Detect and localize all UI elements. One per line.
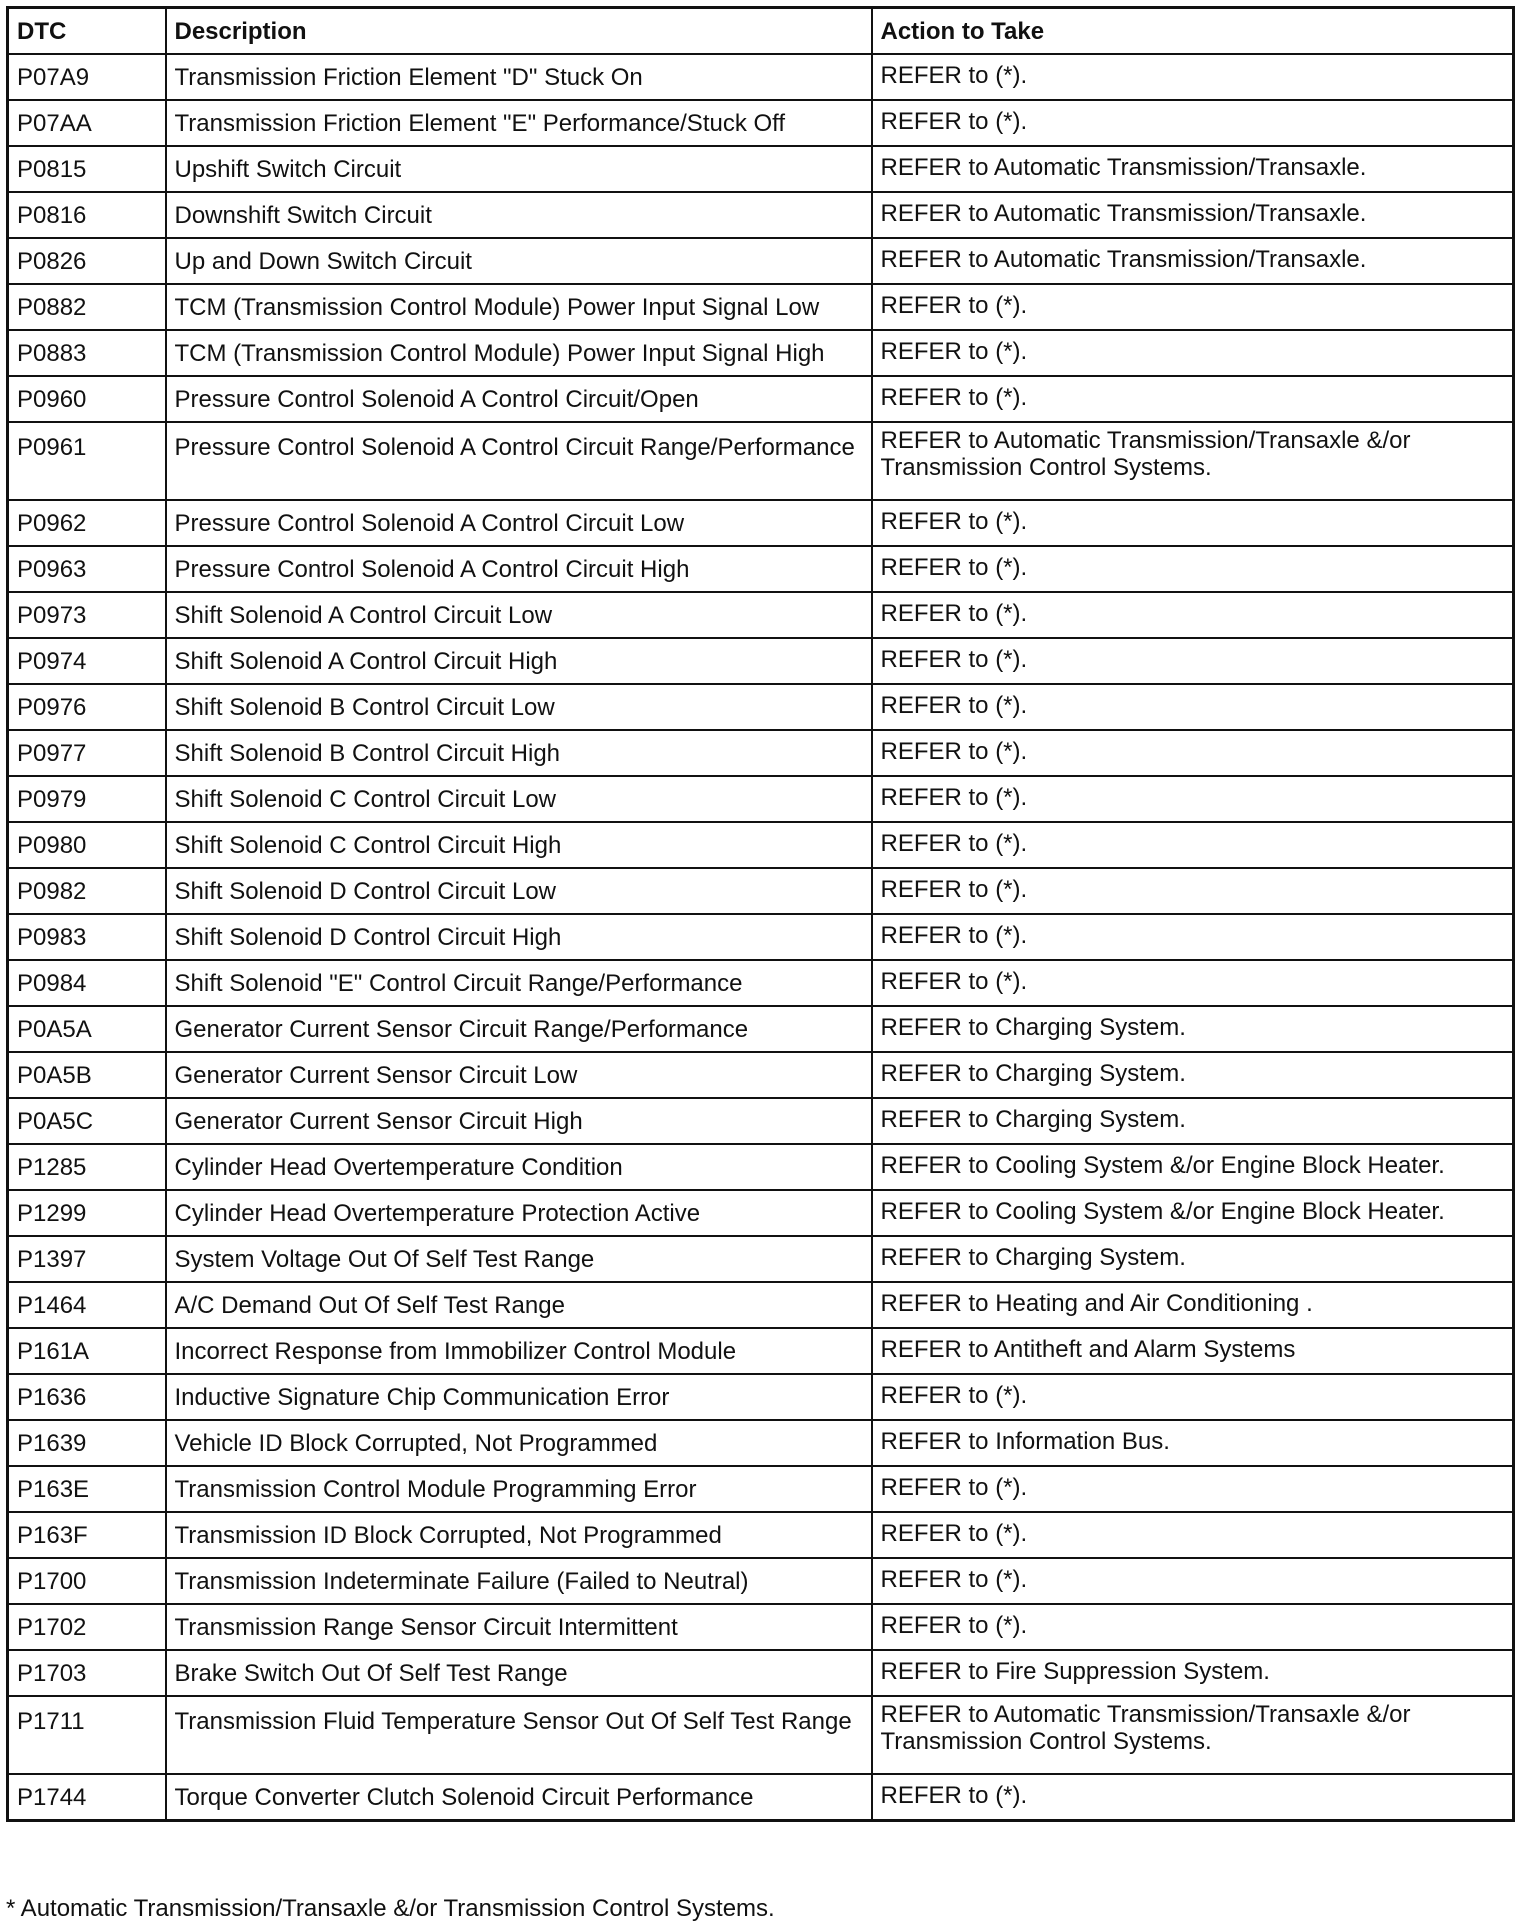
- footnote: * Automatic Transmission/Transaxle &/or Transmission Control Systems.: [6, 1895, 775, 1922]
- table-body: [8, 54, 1514, 1820]
- description-cell: Generator Current Sensor Circuit Low: [166, 1052, 872, 1098]
- dtc-code-cell: P1636: [8, 1374, 166, 1420]
- table-row: [8, 1650, 1514, 1696]
- action-cell: REFER to Charging System.: [872, 1052, 1514, 1098]
- description-cell: Shift Solenoid D Control Circuit Low: [166, 868, 872, 914]
- action-cell: REFER to Automatic Transmission/Transaxle.: [872, 146, 1514, 192]
- description-cell: Pressure Control Solenoid A Control Circuit/Open: [166, 376, 872, 422]
- dtc-code-cell: P161A: [8, 1328, 166, 1374]
- action-cell: REFER to Antitheft and Alarm Systems: [872, 1328, 1514, 1374]
- dtc-code-cell: P1464: [8, 1282, 166, 1328]
- table-row: [8, 54, 1514, 100]
- description-cell: Transmission Indeterminate Failure (Failed to Neutral): [166, 1558, 872, 1604]
- table-row: [8, 1282, 1514, 1328]
- description-cell: Up and Down Switch Circuit: [166, 238, 872, 284]
- description-cell: Upshift Switch Circuit: [166, 146, 872, 192]
- table-row: [8, 822, 1514, 868]
- dtc-code-cell: P0974: [8, 638, 166, 684]
- action-cell: REFER to (*).: [872, 284, 1514, 330]
- action-cell: REFER to Information Bus.: [872, 1420, 1514, 1466]
- action-cell: REFER to (*).: [872, 1558, 1514, 1604]
- table-row: [8, 1604, 1514, 1650]
- dtc-code-cell: P0982: [8, 868, 166, 914]
- action-cell: REFER to (*).: [872, 54, 1514, 100]
- dtc-table: [6, 6, 1515, 1822]
- action-cell: REFER to (*).: [872, 1512, 1514, 1558]
- action-cell: REFER to (*).: [872, 730, 1514, 776]
- action-cell: REFER to Charging System.: [872, 1236, 1514, 1282]
- table-row: [8, 330, 1514, 376]
- description-cell: Transmission Friction Element "E" Performance/Stuck Off: [166, 100, 872, 146]
- column-header-dtc: DTC: [8, 8, 166, 55]
- description-cell: Torque Converter Clutch Solenoid Circuit Performance: [166, 1774, 872, 1820]
- description-cell: Shift Solenoid "E" Control Circuit Range/Performance: [166, 960, 872, 1006]
- dtc-code-cell: P1702: [8, 1604, 166, 1650]
- action-cell: REFER to (*).: [872, 546, 1514, 592]
- dtc-code-cell: P0A5A: [8, 1006, 166, 1052]
- description-cell: Inductive Signature Chip Communication Error: [166, 1374, 872, 1420]
- action-cell: REFER to (*).: [872, 1466, 1514, 1512]
- action-cell: REFER to (*).: [872, 376, 1514, 422]
- dtc-code-cell: P0977: [8, 730, 166, 776]
- table-header-row: [8, 8, 1514, 55]
- description-cell: Transmission ID Block Corrupted, Not Programmed: [166, 1512, 872, 1558]
- description-cell: Cylinder Head Overtemperature Condition: [166, 1144, 872, 1190]
- dtc-code-cell: P163E: [8, 1466, 166, 1512]
- table-row: [8, 238, 1514, 284]
- dtc-code-cell: P1397: [8, 1236, 166, 1282]
- action-cell: REFER to Cooling System &/or Engine Block Heater.: [872, 1190, 1514, 1236]
- table-row: [8, 1052, 1514, 1098]
- action-cell: REFER to Charging System.: [872, 1006, 1514, 1052]
- description-cell: Pressure Control Solenoid A Control Circuit Low: [166, 500, 872, 546]
- description-cell: System Voltage Out Of Self Test Range: [166, 1236, 872, 1282]
- dtc-code-cell: P0984: [8, 960, 166, 1006]
- description-cell: TCM (Transmission Control Module) Power Input Signal High: [166, 330, 872, 376]
- dtc-code-cell: P0976: [8, 684, 166, 730]
- action-cell: REFER to Automatic Transmission/Transaxle &/or Transmission Control Systems.: [872, 422, 1514, 500]
- table-row: [8, 776, 1514, 822]
- dtc-sheet: [6, 6, 1512, 1822]
- dtc-code-cell: P0960: [8, 376, 166, 422]
- action-cell: REFER to (*).: [872, 1374, 1514, 1420]
- action-cell: REFER to (*).: [872, 330, 1514, 376]
- table-row: [8, 1420, 1514, 1466]
- dtc-code-cell: P0973: [8, 592, 166, 638]
- description-cell: Downshift Switch Circuit: [166, 192, 872, 238]
- description-cell: Shift Solenoid A Control Circuit Low: [166, 592, 872, 638]
- action-cell: REFER to (*).: [872, 822, 1514, 868]
- table-row: [8, 546, 1514, 592]
- description-cell: Vehicle ID Block Corrupted, Not Programmed: [166, 1420, 872, 1466]
- table-row: [8, 100, 1514, 146]
- description-cell: Generator Current Sensor Circuit High: [166, 1098, 872, 1144]
- action-cell: REFER to (*).: [872, 684, 1514, 730]
- dtc-code-cell: P0A5C: [8, 1098, 166, 1144]
- description-cell: Transmission Control Module Programming Error: [166, 1466, 872, 1512]
- table-row: [8, 1512, 1514, 1558]
- action-cell: REFER to Automatic Transmission/Transaxle &/or Transmission Control Systems.: [872, 1696, 1514, 1774]
- action-cell: REFER to (*).: [872, 914, 1514, 960]
- dtc-code-cell: P0962: [8, 500, 166, 546]
- description-cell: A/C Demand Out Of Self Test Range: [166, 1282, 872, 1328]
- dtc-code-cell: P1639: [8, 1420, 166, 1466]
- description-cell: Shift Solenoid C Control Circuit Low: [166, 776, 872, 822]
- description-cell: Shift Solenoid A Control Circuit High: [166, 638, 872, 684]
- action-cell: REFER to (*).: [872, 776, 1514, 822]
- dtc-code-cell: P07AA: [8, 100, 166, 146]
- table-row: [8, 376, 1514, 422]
- dtc-code-cell: P0826: [8, 238, 166, 284]
- dtc-code-cell: P0A5B: [8, 1052, 166, 1098]
- description-cell: Transmission Friction Element "D" Stuck On: [166, 54, 872, 100]
- action-cell: REFER to (*).: [872, 1604, 1514, 1650]
- table-row: [8, 1466, 1514, 1512]
- table-row: [8, 592, 1514, 638]
- table-row: [8, 914, 1514, 960]
- action-cell: REFER to Heating and Air Conditioning .: [872, 1282, 1514, 1328]
- table-row: [8, 1236, 1514, 1282]
- table-row: [8, 638, 1514, 684]
- table-row: [8, 1328, 1514, 1374]
- table-row: [8, 422, 1514, 500]
- dtc-code-cell: P0979: [8, 776, 166, 822]
- action-cell: REFER to (*).: [872, 592, 1514, 638]
- description-cell: Pressure Control Solenoid A Control Circuit Range/Performance: [166, 422, 872, 500]
- dtc-code-cell: P0961: [8, 422, 166, 500]
- description-cell: Pressure Control Solenoid A Control Circuit High: [166, 546, 872, 592]
- dtc-code-cell: P0883: [8, 330, 166, 376]
- table-row: [8, 1696, 1514, 1774]
- dtc-code-cell: P07A9: [8, 54, 166, 100]
- dtc-code-cell: P1744: [8, 1774, 166, 1820]
- description-cell: TCM (Transmission Control Module) Power Input Signal Low: [166, 284, 872, 330]
- dtc-code-cell: P0815: [8, 146, 166, 192]
- action-cell: REFER to (*).: [872, 638, 1514, 684]
- description-cell: Cylinder Head Overtemperature Protection Active: [166, 1190, 872, 1236]
- dtc-code-cell: P1703: [8, 1650, 166, 1696]
- dtc-code-cell: P1711: [8, 1696, 166, 1774]
- table-row: [8, 1558, 1514, 1604]
- column-header-action: Action to Take: [872, 8, 1514, 55]
- dtc-code-cell: P0980: [8, 822, 166, 868]
- description-cell: Generator Current Sensor Circuit Range/Performance: [166, 1006, 872, 1052]
- table-row: [8, 500, 1514, 546]
- dtc-code-cell: P0983: [8, 914, 166, 960]
- dtc-code-cell: P1285: [8, 1144, 166, 1190]
- description-cell: Transmission Fluid Temperature Sensor Out Of Self Test Range: [166, 1696, 872, 1774]
- description-cell: Brake Switch Out Of Self Test Range: [166, 1650, 872, 1696]
- dtc-code-cell: P0882: [8, 284, 166, 330]
- table-row: [8, 1006, 1514, 1052]
- dtc-code-cell: P1299: [8, 1190, 166, 1236]
- table-row: [8, 1374, 1514, 1420]
- description-cell: Shift Solenoid D Control Circuit High: [166, 914, 872, 960]
- table-row: [8, 1774, 1514, 1820]
- table-row: [8, 1190, 1514, 1236]
- description-cell: Shift Solenoid B Control Circuit High: [166, 730, 872, 776]
- table-row: [8, 192, 1514, 238]
- table-row: [8, 1144, 1514, 1190]
- table-row: [8, 684, 1514, 730]
- action-cell: REFER to Cooling System &/or Engine Block Heater.: [872, 1144, 1514, 1190]
- action-cell: REFER to (*).: [872, 1774, 1514, 1820]
- column-header-description: Description: [166, 8, 872, 55]
- table-row: [8, 868, 1514, 914]
- dtc-code-cell: P0963: [8, 546, 166, 592]
- dtc-code-cell: P0816: [8, 192, 166, 238]
- action-cell: REFER to (*).: [872, 100, 1514, 146]
- description-cell: Shift Solenoid C Control Circuit High: [166, 822, 872, 868]
- table-row: [8, 1098, 1514, 1144]
- table-row: [8, 146, 1514, 192]
- table-row: [8, 960, 1514, 1006]
- table-row: [8, 730, 1514, 776]
- action-cell: REFER to (*).: [872, 868, 1514, 914]
- action-cell: REFER to Charging System.: [872, 1098, 1514, 1144]
- action-cell: REFER to Automatic Transmission/Transaxle.: [872, 238, 1514, 284]
- action-cell: REFER to Fire Suppression System.: [872, 1650, 1514, 1696]
- action-cell: REFER to Automatic Transmission/Transaxle.: [872, 192, 1514, 238]
- action-cell: REFER to (*).: [872, 960, 1514, 1006]
- description-cell: Transmission Range Sensor Circuit Intermittent: [166, 1604, 872, 1650]
- action-cell: REFER to (*).: [872, 500, 1514, 546]
- description-cell: Shift Solenoid B Control Circuit Low: [166, 684, 872, 730]
- dtc-code-cell: P163F: [8, 1512, 166, 1558]
- table-row: [8, 284, 1514, 330]
- dtc-code-cell: P1700: [8, 1558, 166, 1604]
- description-cell: Incorrect Response from Immobilizer Control Module: [166, 1328, 872, 1374]
